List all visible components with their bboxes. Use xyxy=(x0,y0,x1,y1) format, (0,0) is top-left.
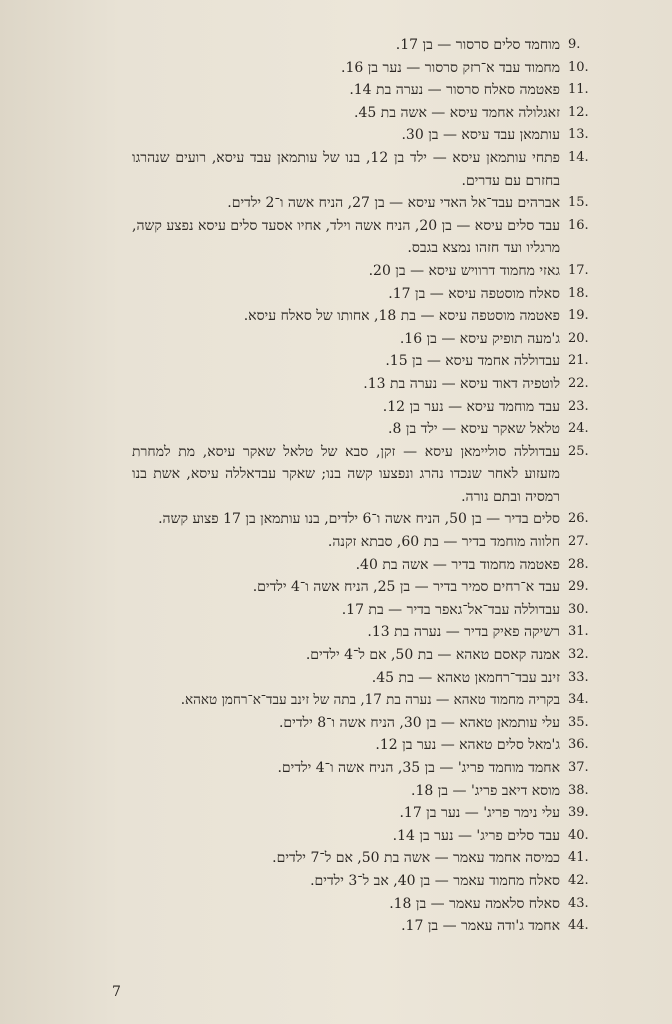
entry-text: חלווה מוחמד בדיר — בת 60, סבתא זקנה. xyxy=(327,534,560,551)
list-item xyxy=(0,102,672,125)
entry-number: 37. xyxy=(568,760,589,775)
list-item xyxy=(0,667,672,690)
list-item xyxy=(0,124,672,147)
entry-number: 30. xyxy=(568,601,589,617)
entry-text: פאטמה מחמוד בדיר — אשה בת 40. xyxy=(355,556,560,573)
list-item xyxy=(0,350,672,373)
entry-number: 12. xyxy=(568,104,589,120)
list-item xyxy=(0,825,672,848)
entry-number: 40. xyxy=(568,827,589,843)
entry-text: עבדוללה עבד־אל־גאפר בדיר — בת 17. xyxy=(341,601,560,618)
entry-number: 21. xyxy=(568,353,589,369)
list-item xyxy=(0,192,672,215)
list-item xyxy=(0,260,672,283)
list-item xyxy=(0,373,672,396)
entry-number: 32. xyxy=(568,647,589,663)
entry-number: 36. xyxy=(568,737,589,753)
list-item xyxy=(0,734,672,757)
entry-text: פאטמה מוסטפה עיסא — בת 18, אחותו של סאלח עיסא. xyxy=(243,308,560,325)
entry-text: עבד סלים פריג' — נער בן 14. xyxy=(392,827,560,844)
entry-number: 44. xyxy=(568,918,589,934)
list-item xyxy=(0,870,672,893)
entry-number: 24. xyxy=(568,421,589,437)
page-number: 7 xyxy=(112,984,121,1000)
entry-number: 34. xyxy=(568,692,589,708)
list-item xyxy=(0,780,672,803)
entry-number: 35. xyxy=(568,714,589,730)
list-item xyxy=(0,915,672,938)
list-item xyxy=(0,57,672,80)
entry-text: מוסא דיאב פריג' — בן 18. xyxy=(411,782,560,799)
entry-number: 42. xyxy=(568,872,589,888)
entry-number: 11. xyxy=(568,82,589,98)
list-item xyxy=(0,712,672,735)
entry-number: 28. xyxy=(568,556,589,572)
entry-number: 22. xyxy=(568,375,589,391)
list-item xyxy=(0,305,672,328)
entry-number: 18. xyxy=(568,285,589,301)
list-item xyxy=(0,34,672,57)
entry-number: 19. xyxy=(568,308,589,324)
entry-text: מוחמד סלים סרסור — בן 17. xyxy=(395,37,560,53)
list-item xyxy=(0,215,672,260)
entry-text: סלים בדיר — בן 50, הניח אשה ו־6 ילדים, בנו עותמאן בן 17 פצוע קשה. xyxy=(158,511,560,528)
list-item xyxy=(0,79,672,102)
list-item xyxy=(0,847,672,870)
entry-text: עבד סלים עיסא — בן 20, הניח אשה וילד, אחיו אסעד סלים עיסא נפצע קשה, מרגליו ועד חזהו נמצא בגבס. xyxy=(132,217,560,257)
entry-number: 20. xyxy=(568,330,589,346)
entry-text: גאזי מחמוד דרוויש עיסא — בן 20. xyxy=(368,262,560,279)
entry-text: עבד א־רחים סמיר בדיר — בן 25, הניח אשה ו־4 ילדים. xyxy=(252,579,560,596)
list-item xyxy=(0,508,672,531)
entry-text: פאטמה סאלח סרסור — נערה בת 14. xyxy=(349,82,560,99)
entry-number: 39. xyxy=(568,805,589,821)
entry-number: 29. xyxy=(568,579,589,595)
entry-number: 10. xyxy=(568,59,589,75)
list-item xyxy=(0,328,672,351)
list-item xyxy=(0,689,672,712)
list-item xyxy=(0,757,672,780)
entry-text: זאגלולה אחמד עיסא — אשה בת 45. xyxy=(354,104,560,121)
entry-number: 13. xyxy=(568,127,589,143)
entry-number: 33. xyxy=(568,669,589,685)
list-item xyxy=(0,802,672,825)
entry-number: 25. xyxy=(568,443,589,459)
entry-text: סאלח מחמוד עאמר — בן 40, אב ל־3 ילדים. xyxy=(310,872,560,889)
entry-text: סאלח מוסטפה עיסא — בן 17. xyxy=(388,285,560,302)
entry-text: אמנה קאסם טאהא — בת 50, אם ל־4 ילדים. xyxy=(305,647,560,664)
entry-number: 41. xyxy=(568,850,589,866)
entry-number: 23. xyxy=(568,398,589,414)
list-item xyxy=(0,621,672,644)
entry-number: 43. xyxy=(568,895,589,911)
entry-text: אחמד ג'ודה עאמר — בן 17. xyxy=(401,918,560,935)
entry-text: רשיקה פאיק בדיר — נערה בת 13. xyxy=(367,624,560,641)
list-item xyxy=(0,531,672,554)
entry-text: בקריה מחמוד טאהא — נערה בת 17, בתה של זינב עבד־א־רחמן טאהא. xyxy=(180,692,560,709)
list-item xyxy=(0,893,672,916)
entry-text: פתחי עותמאן עיסא — ילד בן 12, בנו של עותמאן עבד עיסא, רועים שנהרגו בחזרם עם עדרים. xyxy=(132,149,560,189)
entry-text: עבד מוחמד עיסא — נער בן 12. xyxy=(382,398,560,415)
entry-text: אברהים עבד־אל האדי עיסא — בן 27, הניח אשה ו־2 ילדים. xyxy=(227,195,560,212)
entry-text: סאלח סלאמה עאמר — בן 18. xyxy=(389,895,560,912)
list-item xyxy=(0,554,672,577)
entry-text: עבדוללה אחמד עיסא — בן 15. xyxy=(385,353,560,370)
entry-text: עלי עותמאן טאהא — בן 30, הניח אשה ו־8 ילדים. xyxy=(278,714,560,731)
entry-number: 26. xyxy=(568,511,589,527)
entry-text: עבדוללה סוליימאן עיסא — זקן, סבא של טלאל שאקר עיסא, מת למחרת מזעזוע לאחר שנכדו נהרג ונפצעו קשה בנו; שאקר עבדאללה עיסא, אשת בנו רמסיה ובתם נורה. xyxy=(132,443,560,505)
entry-number: 17. xyxy=(568,262,589,278)
list-item xyxy=(0,283,672,306)
entry-number: 15. xyxy=(568,195,589,211)
list-item xyxy=(0,418,672,441)
entry-text: ג'מעה תופיק עיסא — בן 16. xyxy=(399,330,560,347)
entry-text: כמיסה אחמד עאמר — אשה בת 50, אם ל־7 ילדים. xyxy=(272,850,560,867)
list-item xyxy=(0,147,672,192)
entry-number: 9. xyxy=(568,37,581,52)
entry-number: 16. xyxy=(568,217,589,233)
entry-number: 27. xyxy=(568,534,589,550)
entry-text: אחמד מוחמד פריג' — בן 35, הניח אשה ו־4 ילדים. xyxy=(277,760,560,776)
list-item xyxy=(0,396,672,419)
entry-list xyxy=(0,34,672,938)
entry-text: לוטפיה דאוד עיסא — נערה בת 13. xyxy=(363,375,560,392)
entry-text: זינב עבד־רחמאן טאהא — בת 45. xyxy=(371,669,560,686)
list-item xyxy=(0,441,672,509)
list-item xyxy=(0,644,672,667)
entry-number: 31. xyxy=(568,624,589,640)
entry-text: עלי נימר פריג' — נער בן 17. xyxy=(399,805,560,822)
entry-text: טלאל שאקר עיסא — ילד בן 8. xyxy=(388,421,560,438)
entry-number: 38. xyxy=(568,782,589,798)
entry-text: מחמוד עבד א־רזק סרסור — נער בן 16. xyxy=(341,59,560,76)
entry-text: עותמאן עבד עיסא — בן 30. xyxy=(401,127,560,144)
list-item xyxy=(0,576,672,599)
entry-text: ג'מאל סלים טאהא — נער בן 12. xyxy=(375,737,560,754)
list-item xyxy=(0,599,672,622)
entry-number: 14. xyxy=(568,149,589,165)
